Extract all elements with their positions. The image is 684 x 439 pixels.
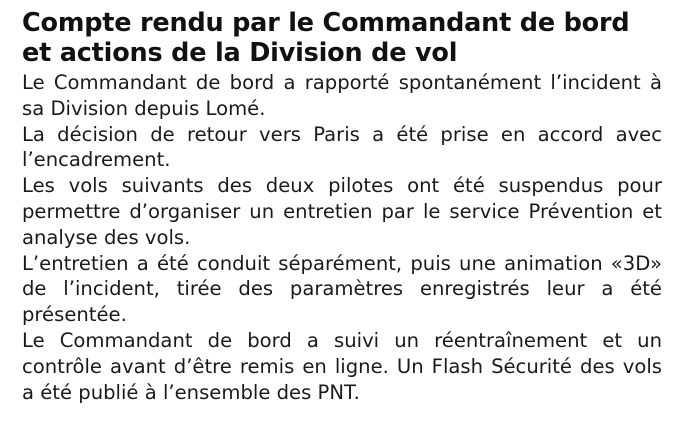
paragraph-retraining: Le Commandant de bord a suivi un réentraînement et un contrôle avant d’être remis en ligne. Un Flash Sécurité des vols a été publié à l’ensemble des PNT. xyxy=(22,328,662,404)
section-title: Compte rendu par le Commandant de bord et actions de la Division de vol xyxy=(22,8,630,68)
document-section xyxy=(22,8,662,405)
paragraph-flights-suspended: Les vols suivants des deux pilotes ont été suspendus pour permettre d’organiser un entretien par le service Prévention et analyse des vols. xyxy=(22,174,662,249)
paragraph-report: Le Commandant de bord a rapporté spontanément l’incident à sa Division depuis Lomé. xyxy=(22,71,662,120)
paragraph-interview: L’entretien a été conduit séparément, puis une animation «3D» de l’incident, tirée des paramètres enregistrés leur a été présentée. xyxy=(22,251,662,327)
paragraph-return-decision: La décision de retour vers Paris a été prise en accord avec l’encadrement. xyxy=(22,122,662,172)
